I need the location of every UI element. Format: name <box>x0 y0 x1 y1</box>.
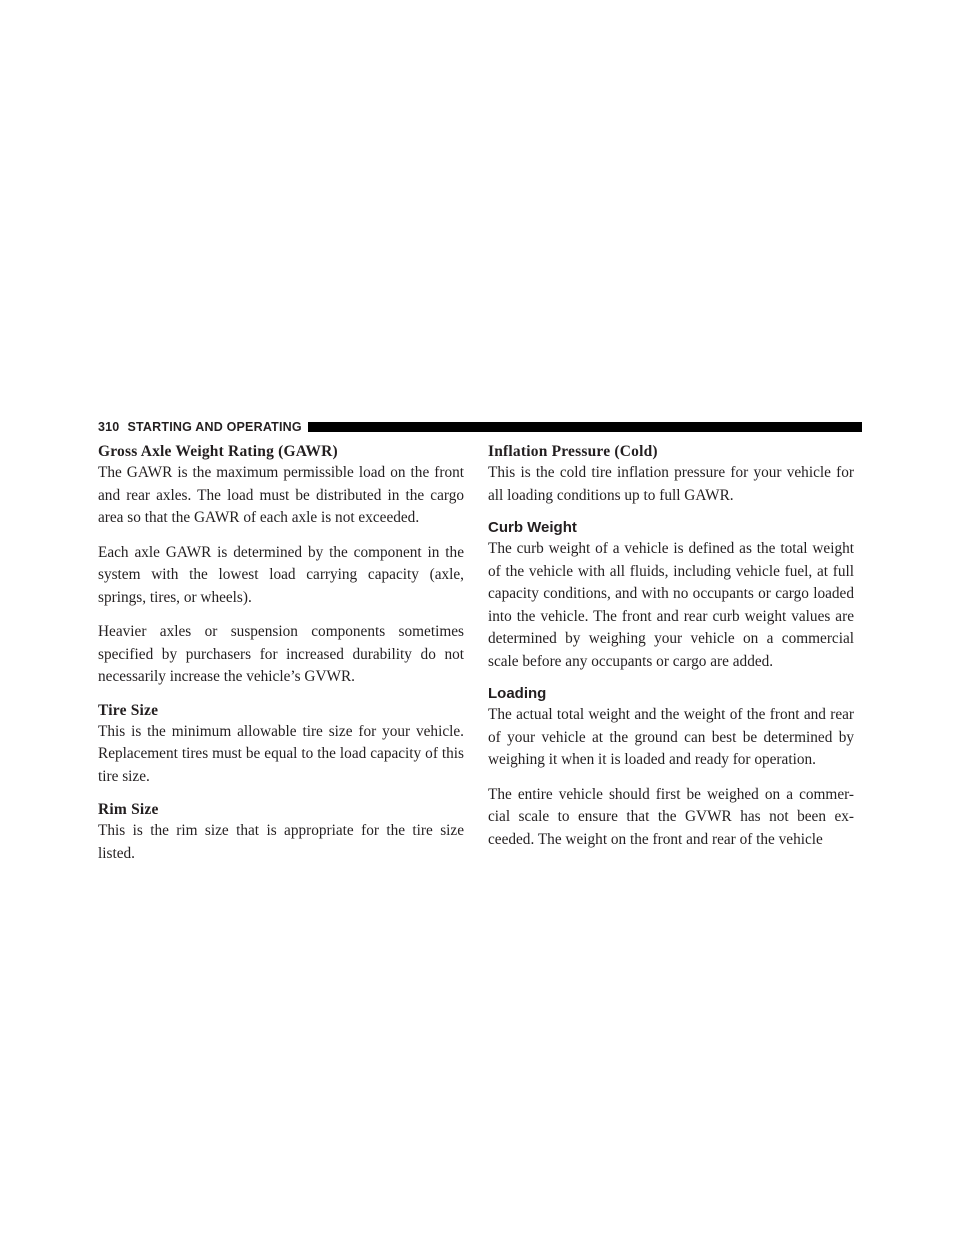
section-title: STARTING AND OPERATING <box>127 420 302 434</box>
paragraph: Heavier axles or suspension components sometimes specified by purchasers for increased durability do not necessarily increase the vehicle’s GVWR. <box>98 623 464 685</box>
paragraph: This is the rim size that is appropriate for the tire size listed. <box>98 822 464 862</box>
heading-inflation-pressure: Inflation Pressure (Cold) <box>488 443 658 460</box>
page-header <box>98 420 862 434</box>
paragraph: The entire vehicle should first be weighed on a commer- cial scale to ensure that the GVWR has not been ex- ceeded. The weight on the front and rear of the vehicle <box>488 785 854 848</box>
right-column <box>488 442 854 863</box>
heading-tire-size: Tire Size <box>98 701 159 719</box>
paragraph: This is the cold tire inflation pressure for your vehicle for all loading conditions up to full GAWR. <box>488 464 854 504</box>
paragraph: This is the minimum allowable tire size for your vehicle. Replacement tires must be equal to the load capacity of this tire size. <box>98 722 464 785</box>
heading-loading: Loading <box>488 685 547 702</box>
heading-curb-weight: Curb Weight <box>488 519 577 536</box>
paragraph: The curb weight of a vehicle is defined as the total weight of the vehicle with all fluids, including vehicle fuel, at full capacity conditions, and with no occupants or cargo loaded into the vehicle. The front and rear curb weight values are determined by weighing your vehicle on a commercial scale before any occupants or cargo are added. <box>488 540 854 670</box>
left-column <box>98 442 464 877</box>
heading-rim-size: Rim Size <box>98 801 159 818</box>
header-rule <box>308 422 862 432</box>
paragraph: The actual total weight and the weight of the front and rear of your vehicle at the ground can best be determined by weighing it when it is loaded and ready for operation. <box>488 706 854 768</box>
heading-gawr: Gross Axle Weight Rating (GAWR) <box>98 443 338 460</box>
paragraph: The GAWR is the maximum permissible load on the front and rear axles. The load must be distributed in the cargo area so that the GAWR of each axle is not exceeded. <box>98 464 464 526</box>
page-number: 310 <box>98 420 120 434</box>
paragraph: Each axle GAWR is determined by the component in the system with the lowest load carrying capacity (axle, springs, tires, or wheels). <box>98 543 464 606</box>
